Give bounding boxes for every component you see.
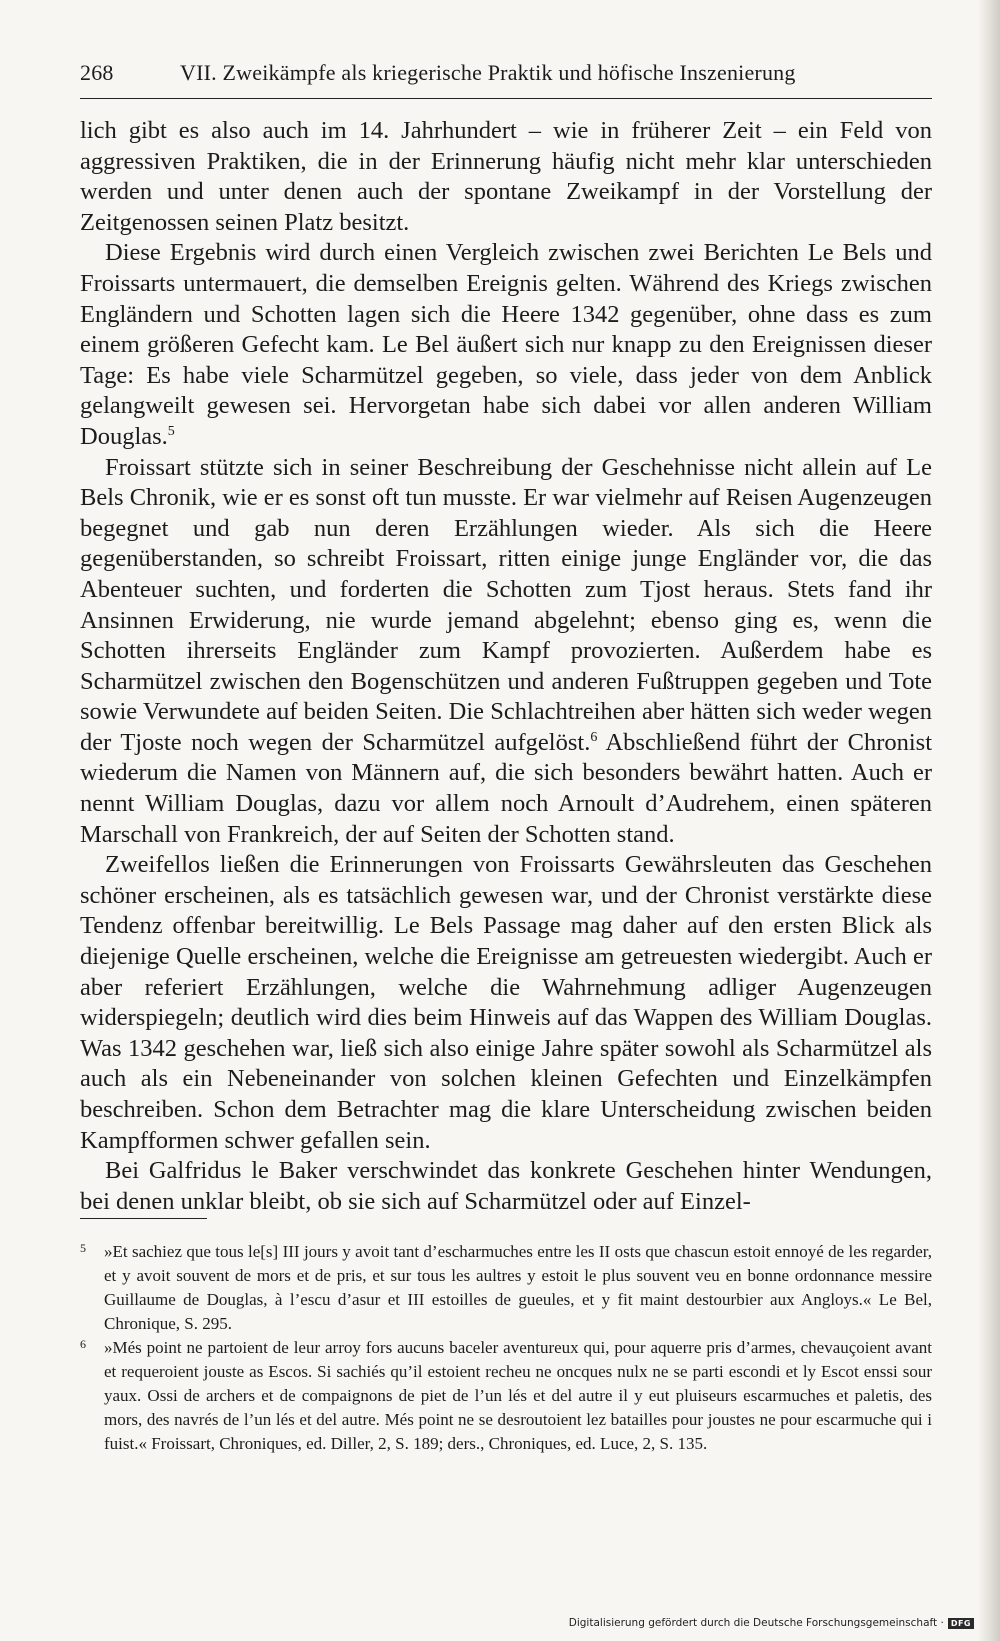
footnote-ref-6[interactable]: 6 xyxy=(590,729,598,745)
digitization-note: Digitalisierung gefördert durch die Deutsche Forschungsgemeinschaft · xyxy=(568,1617,944,1629)
header-rule xyxy=(80,98,932,99)
paragraph-3 xyxy=(80,453,932,851)
footnote-5 xyxy=(80,1240,932,1336)
page-edge-shadow xyxy=(978,0,1000,1641)
footnote-number: 5 xyxy=(80,1241,86,1255)
paragraph-4: Zweifellos ließen die Erinnerungen von Froissarts Gewährsleuten das Geschehen schöner erscheinen, als es tatsächlich gewesen war, und der Chronist verstärkte diese Tendenz offenbar bereitwillig. Le Bels Passage mag daher auf den ersten Blick als diejenige Quelle erscheinen, welche die Ereignisse am getreuesten wiedergibt. Auch er aber referiert Erzählungen, welche die Wahrnehmung adliger Augenzeugen widerspiegeln; deutlich wird dies beim Hinweis auf das Wappen des William Douglas. Was 1342 geschehen war, ließ sich also einige Jahre später sowohl als Scharmützel als auch als ein Nebeneinander von solchen kleinen Gefechten und Einzelkämpfen beschreiben. Schon dem Betrachter mag die klare Unterscheidung zwischen beiden Kampfformen schwer gefallen sein. xyxy=(80,851,932,1154)
paragraph-2-text: Diese Ergebnis wird durch einen Vergleich zwischen zwei Berichten Le Bels und Froissarts untermauert, die demselben Ereignis gelten. Während des Kriegs zwischen Engländern und Schotten lagen sich die Heere 1342 gegenüber, ohne dass es zum einem größeren Gefecht kam. Le Bel äußert sich nur knapp zu den Ereignissen dieser Tage: Es habe viele Scharmützel gegeben, so viele, dass jeder von dem Anblick gelangweilt gewesen sei. Hervorgetan habe sich dabei vor allen anderen William Douglas. xyxy=(80,239,932,450)
dfg-logo-icon: DFG xyxy=(948,1618,974,1629)
footnote-ref-5[interactable]: 5 xyxy=(167,423,175,439)
footnote-number: 6 xyxy=(80,1337,86,1351)
paragraph-3-text-b: Abschließend führt der Chronist wiederum die Namen von Männern auf, die sich besonders bewährt hatten. Auch er nennt William Douglas, dazu vor allem noch Arnoult d’Audrehem, einen späteren Marschall von Frankreich, der auf Seiten der Schotten stand. xyxy=(80,728,933,848)
paragraph-3-text-a: Froissart stützte sich in seiner Beschreibung der Geschehnisse nicht allein auf Le Bels Chronik, wie er es sonst oft tun musste. Er war vielmehr auf Reisen Augenzeugen begegnet und gab nun deren Erzählungen wieder. Als sich die Heere gegenüberstanden, so schreibt Froissart, ritten einige junge Engländer vor, die das Abenteuer suchten, und forderten die Schotten zum Tjost heraus. Stets fand ihr Ansinnen Erwiderung, nie wurde jemand abgelehnt; ebenso ging es, wenn die Schotten ihrerseits Engländer zum Kampf provozierten. Außerdem habe es Scharmützel zwischen den Bogenschützen und anderen Fußtruppen gegeben und Tote sowie Verwundete auf beiden Seiten. Die Schlachtreihen aber hätten sich weder wegen der Tjoste noch wegen der Scharmützel aufgelöst. xyxy=(80,453,932,756)
running-title: VII. Zweikämpfe als kriegerische Praktik und höfische Inszenierung xyxy=(180,60,796,85)
paragraph-5: Bei Galfridus le Baker verschwindet das konkrete Geschehen hinter Wendungen, bei denen unklar bleibt, ob sie sich auf Scharmützel oder auf Einzel- xyxy=(80,1157,932,1215)
footnote-text: »Et sachiez que tous le[s] III jours y avoit tant d’escharmuches entre les II osts que chascun estoit ennoyé de les regarder, et y avoit souvent de mors et de pris, et sur tous les aultres y estoit le plus souvent veu en bonne ordonnance messire Guillaume de Douglas, à l’escu d’asur et III estoilles de gueules, et y fit maint destourbier aux Angloys.« Le Bel, Chronique, S. 295. xyxy=(104,1242,932,1333)
main-text xyxy=(80,116,932,1217)
footnotes xyxy=(80,1240,932,1456)
digitization-credit xyxy=(569,1617,974,1629)
footnote-rule xyxy=(80,1218,207,1219)
footnote-text: »Més point ne partoient de leur arroy fors aucuns baceler aventureux qui, pour aquerre pris d’armes, chevauçoient avant et requeroient jouste as Escos. Si sachiés qu’il estoient recheu ne oncques nulx ne se parti escondi et ly Escot enssi sour yaux. Ossi de archers et de compaignons de piet de l’un lés et del autre il y eut pluiseurs escarmuches et paletis, des mors, des navrés de l’un lés et del autre. Més point ne se desroutoient lez batailles pour joustes ne pour escarmuche qui i fuist.« Froissart, Chroniques, ed. Diller, 2, S. 189; ders., Chroniques, ed. Luce, 2, S. 135. xyxy=(104,1338,932,1453)
page-number: 268 xyxy=(80,60,114,85)
paragraph-2 xyxy=(80,238,932,452)
footnote-6 xyxy=(80,1336,932,1456)
running-header xyxy=(80,60,930,86)
paragraph-1: lich gibt es also auch im 14. Jahrhundert – wie in früherer Zeit – ein Feld von aggressiven Praktiken, die in der Erinnerung häufig nicht mehr klar unterschieden werden und unter denen auch der spontane Zweikampf in der Vorstellung der Zeitgenossen seinen Platz besitzt. xyxy=(80,117,932,236)
